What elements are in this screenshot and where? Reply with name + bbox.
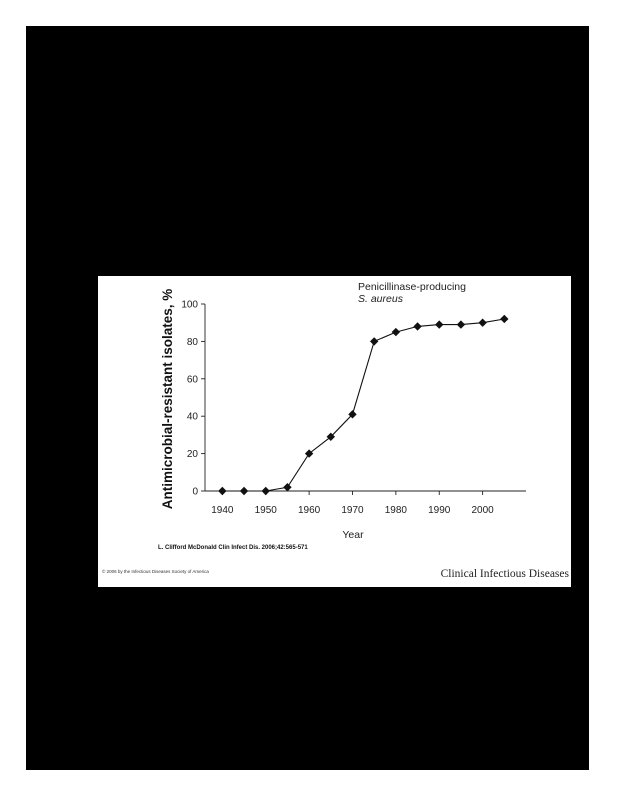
black-page-background <box>26 26 589 770</box>
citation-text: L. Clifford McDonald Clin Infect Dis. 2006;42:565-571 <box>158 545 308 551</box>
data-point-marker <box>283 483 291 491</box>
y-tick-label: 20 <box>186 449 198 461</box>
x-tick-label: 1950 <box>254 505 277 516</box>
chart-annotation-line1: Penicillinase-producing <box>358 281 466 293</box>
series-layer <box>218 315 508 495</box>
figure-slide <box>98 276 571 587</box>
data-point-marker <box>218 487 226 495</box>
y-axis-ticks <box>181 300 205 498</box>
journal-name: Clinical Infectious Diseases <box>440 568 569 580</box>
data-point-marker <box>435 320 443 328</box>
y-tick-label: 60 <box>186 374 198 386</box>
data-point-marker <box>457 320 465 328</box>
x-tick-label: 1980 <box>384 505 407 516</box>
data-point-marker <box>392 328 400 336</box>
data-point-marker <box>262 487 270 495</box>
x-tick-label: 2000 <box>471 505 494 516</box>
y-tick-label: 100 <box>181 299 198 311</box>
copyright-text: © 2006 by the Infectious Diseases Society of America <box>102 569 209 574</box>
y-tick-label: 0 <box>192 486 198 498</box>
data-point-marker <box>370 337 378 345</box>
series-line <box>222 319 504 491</box>
x-tick-label: 1990 <box>428 505 451 516</box>
data-point-marker <box>500 315 508 323</box>
x-tick-label: 1960 <box>297 505 321 516</box>
data-point-marker <box>478 319 486 327</box>
chart-annotation-line2: S. aureus <box>358 293 403 305</box>
x-tick-label: 1970 <box>341 505 364 516</box>
y-tick-label: 40 <box>186 411 198 423</box>
y-axis-label: Antimicrobial-resistant isolates, % <box>160 288 175 510</box>
x-axis-label: Year <box>342 529 364 541</box>
y-tick-label: 80 <box>186 336 198 348</box>
line-chart <box>98 276 571 587</box>
data-point-marker <box>240 487 248 495</box>
x-axis-ticks <box>211 491 494 516</box>
data-point-marker <box>413 322 421 330</box>
x-tick-label: 1940 <box>211 505 234 516</box>
